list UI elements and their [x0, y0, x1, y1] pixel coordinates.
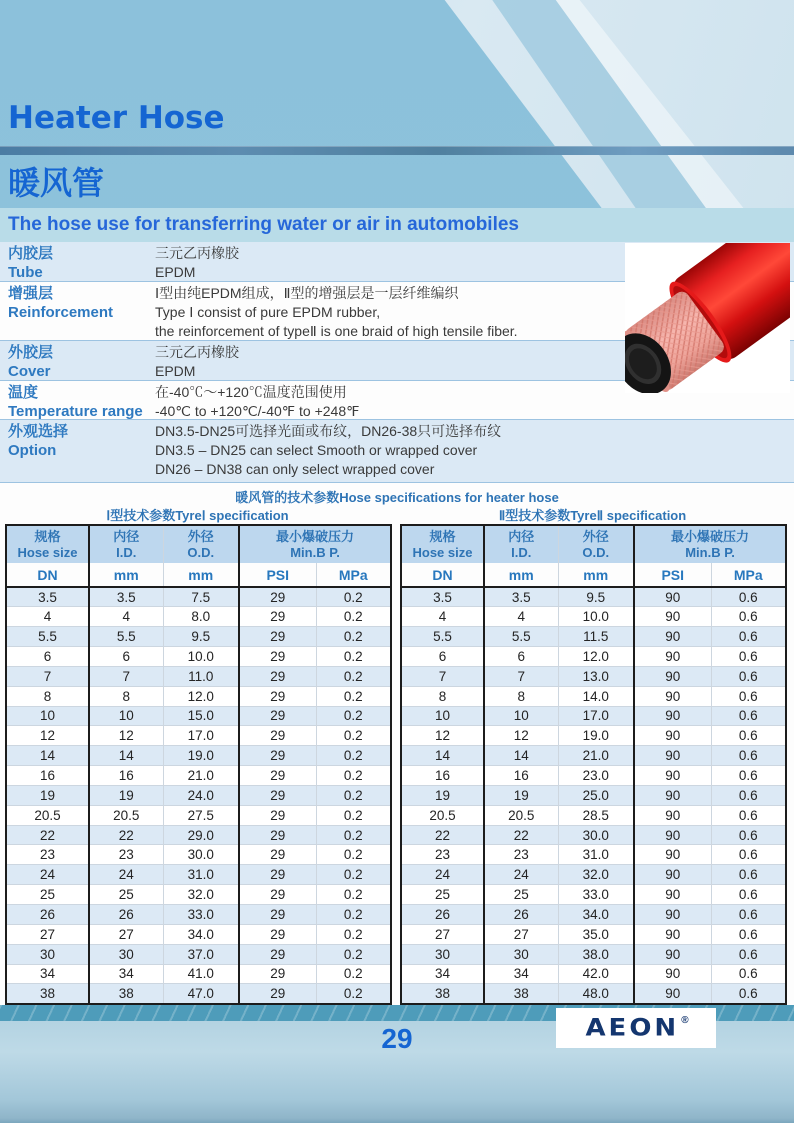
table-row: 3.5 3.5 7.5 29 0.2 — [6, 587, 391, 607]
spec-label-zh: 外观选择 — [8, 423, 69, 440]
spec-value-line: DN3.5 – DN25 can select Smooth or wrapped cover — [155, 442, 478, 458]
table-row: 25 25 33.0 90 0.6 — [401, 885, 786, 905]
spec-value-line: 三元乙丙橡胶 — [155, 344, 239, 360]
table-row: 20.5 20.5 27.5 29 0.2 — [6, 805, 391, 825]
subtitle-bar — [0, 208, 794, 242]
table-row: 22 22 30.0 90 0.6 — [401, 825, 786, 845]
spec-label-zh: 内胶层 — [8, 245, 54, 262]
spec-value-line: EPDM — [155, 264, 196, 280]
table-row: 12 12 17.0 29 0.2 — [6, 726, 391, 746]
content-panel — [0, 242, 794, 1005]
table-row: 7 7 13.0 90 0.6 — [401, 666, 786, 686]
table-row: 25 25 32.0 29 0.2 — [6, 885, 391, 905]
spec-value-line: DN26 – DN38 can only select wrapped cover — [155, 461, 435, 477]
spec-value-line: -40℃ to +120℃/-40℉ to +248℉ — [155, 403, 360, 419]
type2-title: Ⅱ型技术参数TyreⅡ specification — [498, 508, 687, 523]
hose-illustration — [625, 243, 790, 393]
spec-value-line: the reinforcement of typeⅡ is one braid of high tensile fiber. — [155, 323, 518, 339]
type1-spec-table — [5, 524, 392, 1005]
table-row: 20.5 20.5 28.5 90 0.6 — [401, 805, 786, 825]
table-row: 14 14 21.0 90 0.6 — [401, 746, 786, 766]
spec-label-zh: 温度 — [8, 384, 39, 401]
table-row: 6 6 10.0 29 0.2 — [6, 647, 391, 667]
table-row: 4 4 10.0 90 0.6 — [401, 607, 786, 627]
table-row: 14 14 19.0 29 0.2 — [6, 746, 391, 766]
table-row: 27 27 35.0 90 0.6 — [401, 924, 786, 944]
table-row: 19 19 25.0 90 0.6 — [401, 785, 786, 805]
page-number: 29 — [381, 1023, 413, 1054]
table-row: 16 16 21.0 29 0.2 — [6, 766, 391, 786]
aeon-logo — [556, 1008, 716, 1048]
table-row: 5.5 5.5 11.5 90 0.6 — [401, 627, 786, 647]
table-row: 8 8 14.0 90 0.6 — [401, 686, 786, 706]
spec-label-en: Reinforcement — [8, 304, 114, 321]
table-row: 24 24 32.0 90 0.6 — [401, 865, 786, 885]
table-row: 23 23 30.0 29 0.2 — [6, 845, 391, 865]
table-row: 6 6 12.0 90 0.6 — [401, 647, 786, 667]
spec-label-en: Cover — [8, 363, 51, 380]
table-row: 22 22 29.0 29 0.2 — [6, 825, 391, 845]
brand-name: AEON — [585, 1014, 680, 1042]
table-row: 38 38 47.0 29 0.2 — [6, 984, 391, 1004]
spec-label-zh: 增强层 — [8, 285, 54, 302]
spec-label-en: Tube — [8, 264, 43, 281]
table-row: 30 30 37.0 29 0.2 — [6, 944, 391, 964]
table-row: 10 10 15.0 29 0.2 — [6, 706, 391, 726]
table-row: 8 8 12.0 29 0.2 — [6, 686, 391, 706]
page-title-zh: 暖风管 — [8, 165, 105, 201]
table-row: 38 38 48.0 90 0.6 — [401, 984, 786, 1004]
type2-spec-table — [400, 524, 787, 1005]
spec-value-line: DN3.5-DN25可选择光面或布纹，DN26-38只可选择布纹 — [155, 423, 502, 439]
table-units-row: DN mm mm PSI MPa — [401, 563, 786, 587]
registered-trademark-icon: ® — [681, 1014, 689, 1026]
spec-value-line: Type Ⅰ consist of pure EPDM rubber, — [155, 304, 381, 320]
tables-caption: 暖风管的技术参数Hose specifications for heater hose — [235, 490, 559, 505]
subtitle-text: The hose use for transferring water or air in automobiles — [8, 214, 519, 235]
spec-value-line: 在-40℃～+120℃温度范围使用 — [155, 384, 347, 400]
table-row: 23 23 31.0 90 0.6 — [401, 845, 786, 865]
table-row: 5.5 5.5 9.5 29 0.2 — [6, 627, 391, 647]
type1-title: Ⅰ型技术参数TyreⅠ specification — [106, 508, 289, 523]
table-row: 19 19 24.0 29 0.2 — [6, 785, 391, 805]
spec-label-zh: 外胶层 — [8, 344, 54, 361]
table-row: 26 26 33.0 29 0.2 — [6, 905, 391, 925]
table-header-row: 规格 Hose size 内径 I.D. 外径 O.D. 最小爆破压力 Min.B P. — [401, 525, 786, 563]
table-row: 4 4 8.0 29 0.2 — [6, 607, 391, 627]
spec-value-line: 三元乙丙橡胶 — [155, 245, 239, 261]
table-row: 24 24 31.0 29 0.2 — [6, 865, 391, 885]
table-row: 26 26 34.0 90 0.6 — [401, 905, 786, 925]
table-units-row: DN mm mm PSI MPa — [6, 563, 391, 587]
table-row: 7 7 11.0 29 0.2 — [6, 666, 391, 686]
spec-value-line: EPDM — [155, 363, 196, 379]
hose-product-image — [625, 243, 790, 393]
table-row: 16 16 23.0 90 0.6 — [401, 766, 786, 786]
table-row: 30 30 38.0 90 0.6 — [401, 944, 786, 964]
table-row: 3.5 3.5 9.5 90 0.6 — [401, 587, 786, 607]
spec-row-option — [0, 420, 794, 483]
divider-band — [0, 146, 794, 155]
spec-value-line: Ⅰ型由纯EPDM组成，Ⅱ型的增强层是一层纤维编织 — [155, 285, 459, 301]
table-row: 10 10 17.0 90 0.6 — [401, 706, 786, 726]
table-row: 12 12 19.0 90 0.6 — [401, 726, 786, 746]
table-row: 34 34 42.0 90 0.6 — [401, 964, 786, 984]
table-row: 27 27 34.0 29 0.2 — [6, 924, 391, 944]
spec-label-en: Option — [8, 442, 57, 459]
table-row: 34 34 41.0 29 0.2 — [6, 964, 391, 984]
spec-label-en: Temperature range — [8, 403, 143, 420]
table-header-row: 规格 Hose size 内径 I.D. 外径 O.D. 最小爆破压力 Min.B P. — [6, 525, 391, 563]
page-title-en: Heater Hose — [8, 100, 225, 136]
